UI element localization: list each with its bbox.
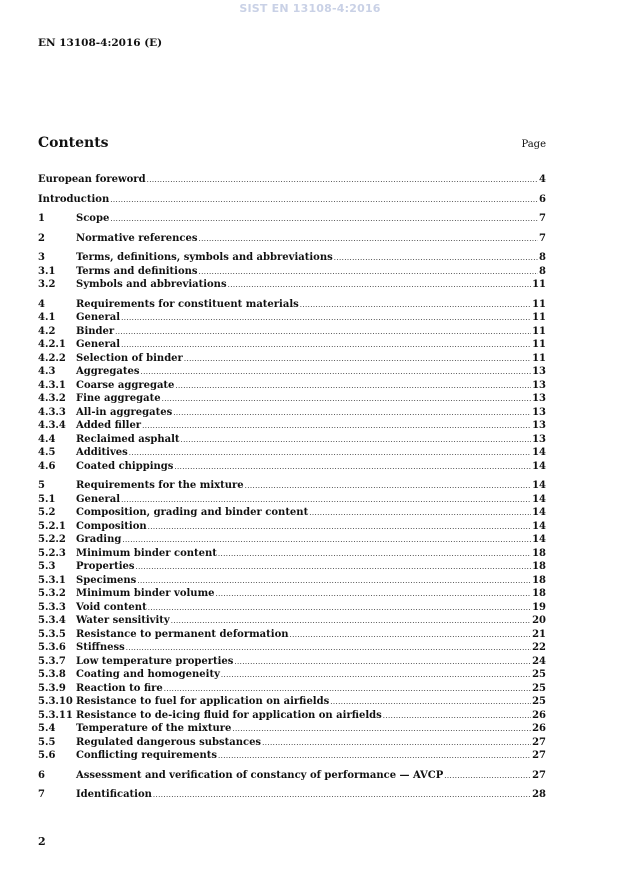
toc-entry-page: 14 <box>532 480 546 491</box>
toc-entry-number: 4.2.2 <box>38 352 66 364</box>
toc-entry-title: Added filler <box>76 420 142 431</box>
toc-entry-page: 19 <box>532 601 546 613</box>
toc-entry-page: 21 <box>532 628 546 640</box>
toc-leader-dots <box>147 174 538 188</box>
toc-entry-number: 5.1 <box>38 493 56 505</box>
toc-entry-title: Specimens <box>76 574 137 586</box>
toc-leader-dots <box>181 434 532 448</box>
toc-entry-number: 5.3.1 <box>38 574 66 586</box>
toc-entry-page: 14 <box>532 447 546 458</box>
toc-entry[interactable] <box>38 736 546 750</box>
toc-entry-page: 27 <box>532 750 546 761</box>
toc-entry[interactable] <box>38 574 546 588</box>
toc-entry-title: General <box>76 493 121 505</box>
toc-entry-number: 7 <box>38 789 45 800</box>
toc-entry-page: 18 <box>532 588 546 599</box>
toc-entry-title: Resistance to fuel for application on airfields <box>76 696 330 707</box>
toc-entry[interactable] <box>38 722 546 736</box>
toc-entry-page: 27 <box>532 769 546 781</box>
toc-entry-title: Conflicting requirements <box>76 750 218 761</box>
toc-entry-title: Temperature of the mixture <box>76 723 232 734</box>
toc-leader-dots <box>290 629 532 643</box>
toc-entry[interactable] <box>38 232 546 246</box>
toc-entry-title: Composition <box>76 520 147 532</box>
toc-entry-number: 3.2 <box>38 279 56 290</box>
toc-entry[interactable] <box>38 278 546 292</box>
toc-entry-page: 11 <box>532 352 546 364</box>
toc-entry-number: 5.3.8 <box>38 669 66 680</box>
toc-entry-number: 4.3.1 <box>38 379 66 391</box>
toc-entry-number: 5.3.10 <box>38 696 73 707</box>
toc-entry-number: 4.3.3 <box>38 406 66 418</box>
toc-leader-dots <box>262 737 531 751</box>
toc-entry[interactable] <box>38 251 546 265</box>
watermark: SIST EN 13108-4:2016 <box>239 2 381 15</box>
toc-entry-title: General <box>76 339 121 350</box>
toc-entry[interactable] <box>38 419 546 433</box>
toc-entry-number: 2 <box>38 232 45 244</box>
toc-entry-title: European foreword <box>38 174 146 185</box>
toc-entry[interactable] <box>38 682 546 696</box>
toc-entry-number: 5.3.7 <box>38 655 66 667</box>
toc-entry[interactable] <box>38 325 546 339</box>
toc-entry-number: 5.2 <box>38 507 56 518</box>
toc-entry-number: 4.1 <box>38 312 56 323</box>
toc-entry-title: Properties <box>76 561 135 572</box>
toc-entry-title: Coating and homogeneity <box>76 669 220 680</box>
toc-leader-dots <box>175 380 531 394</box>
toc-entry-title: Reaction to fire <box>76 682 163 694</box>
toc-entry-number: 6 <box>38 769 45 781</box>
toc-entry-page: 11 <box>532 325 546 337</box>
toc-entry-title: Reclaimed asphalt <box>76 433 180 445</box>
toc-leader-dots <box>300 299 531 313</box>
toc-leader-dots <box>110 194 538 208</box>
toc-entry-page: 22 <box>532 642 546 653</box>
toc-entry-title: Terms, definitions, symbols and abbreviations <box>76 252 333 263</box>
toc-entry-number: 5.3.2 <box>38 588 66 599</box>
toc-entry[interactable] <box>38 614 546 628</box>
toc-entry-page: 14 <box>532 493 546 505</box>
toc-entry-page: 18 <box>532 561 546 572</box>
toc-entry-title: Requirements for constituent materials <box>76 298 299 310</box>
toc-entry-title: Identification <box>76 789 152 800</box>
toc-entry-title: Minimum binder content <box>76 547 217 559</box>
toc-entry-page: 20 <box>532 615 546 626</box>
toc-entry-title: Water sensitivity <box>76 615 170 626</box>
toc-entry-page: 14 <box>532 460 546 472</box>
toc-entry-title: Coated chippings <box>76 460 174 472</box>
toc-entry-page: 13 <box>532 433 546 445</box>
toc-entry-number: 5.3.11 <box>38 709 73 721</box>
toc-leader-dots <box>121 494 531 508</box>
toc-entry-title: Normative references <box>76 232 198 244</box>
toc-entry-number: 5.3.9 <box>38 682 66 694</box>
toc-entry-number: 5.2.3 <box>38 547 66 559</box>
toc-entry-number: 5.3.3 <box>38 601 66 613</box>
toc-entry[interactable] <box>38 406 546 420</box>
toc-leader-dots <box>184 353 531 367</box>
toc-entry-page: 25 <box>532 669 546 680</box>
toc-entry-page: 26 <box>532 723 546 734</box>
toc-leader-dots <box>334 252 538 266</box>
toc-entry-page: 26 <box>532 709 546 721</box>
toc-leader-dots <box>136 561 532 575</box>
toc-entry-title: All-in aggregates <box>76 406 173 418</box>
toc-leader-dots <box>173 407 531 421</box>
toc-entry-page: 28 <box>532 789 546 800</box>
toc-entry[interactable] <box>38 587 546 601</box>
toc-entry-title: Coarse aggregate <box>76 379 175 391</box>
toc-entry[interactable] <box>38 193 546 207</box>
toc-entry-title: Minimum binder volume <box>76 588 215 599</box>
toc-entry-number: 4.2 <box>38 325 56 337</box>
toc-entry-page: 18 <box>532 574 546 586</box>
toc-leader-dots <box>221 669 531 683</box>
toc-entry-page: 14 <box>532 520 546 532</box>
toc-entry-title: Scope <box>76 213 110 224</box>
toc-leader-dots <box>171 615 531 629</box>
toc-entry[interactable] <box>38 352 546 366</box>
toc-leader-dots <box>110 213 538 227</box>
toc-leader-dots <box>164 683 531 697</box>
toc-leader-dots <box>126 642 531 656</box>
toc-entry-number: 5 <box>38 480 45 491</box>
toc-entry-title: Resistance to permanent deformation <box>76 628 289 640</box>
toc-entry-page: 11 <box>532 298 546 310</box>
toc-entry-page: 11 <box>532 312 546 323</box>
toc-entry[interactable] <box>38 298 546 312</box>
toc-entry-number: 5.3.4 <box>38 615 66 626</box>
toc-entry-number: 4.2.1 <box>38 339 66 350</box>
toc-entry-title: Grading <box>76 534 122 545</box>
toc-leader-dots <box>142 420 531 434</box>
page-number: 2 <box>38 835 46 848</box>
toc-leader-dots <box>216 588 532 602</box>
toc-entry-page: 25 <box>532 682 546 694</box>
toc-entry-title: Terms and definitions <box>76 265 198 277</box>
toc-entry-page: 13 <box>532 366 546 377</box>
toc-entry-number: 3 <box>38 252 45 263</box>
toc-entry-page: 13 <box>532 379 546 391</box>
toc-leader-dots <box>232 723 531 737</box>
toc-entry[interactable] <box>38 460 546 474</box>
toc-entry[interactable] <box>38 560 546 574</box>
toc-entry-number: 4.3.2 <box>38 393 66 404</box>
toc-leader-dots <box>162 393 532 407</box>
toc-entry-page: 13 <box>532 420 546 431</box>
toc-leader-dots <box>148 602 531 616</box>
toc-leader-dots <box>199 266 539 280</box>
toc-entry[interactable] <box>38 709 546 723</box>
toc-entry-title: Resistance to de-icing fluid for application on airfields <box>76 709 382 721</box>
toc-entry-page: 14 <box>532 507 546 518</box>
table-of-contents <box>38 173 546 802</box>
toc-entry-title: Stiffness <box>76 642 125 653</box>
toc-entry[interactable] <box>38 506 546 520</box>
toc-entry[interactable] <box>38 338 546 352</box>
toc-entry-page: 7 <box>539 213 546 224</box>
toc-leader-dots <box>121 312 531 326</box>
toc-entry[interactable] <box>38 601 546 615</box>
toc-entry-title: General <box>76 312 121 323</box>
toc-leader-dots <box>129 447 531 461</box>
toc-entry-number: 4 <box>38 298 45 310</box>
toc-entry[interactable] <box>38 628 546 642</box>
toc-entry[interactable] <box>38 788 546 802</box>
toc-leader-dots <box>383 710 531 724</box>
toc-entry[interactable] <box>38 695 546 709</box>
toc-entry-number: 4.4 <box>38 433 56 445</box>
toc-leader-dots <box>245 480 531 494</box>
toc-entry[interactable] <box>38 547 546 561</box>
toc-entry-page: 4 <box>539 174 546 185</box>
toc-entry-title: Selection of binder <box>76 352 183 364</box>
toc-entry[interactable] <box>38 365 546 379</box>
toc-entry[interactable] <box>38 655 546 669</box>
toc-leader-dots <box>234 656 531 670</box>
toc-entry-title: Symbols and abbreviations <box>76 279 227 290</box>
toc-leader-dots <box>199 233 539 247</box>
toc-leader-dots <box>122 534 531 548</box>
toc-leader-dots <box>309 507 531 521</box>
toc-entry-number: 5.3 <box>38 561 56 572</box>
toc-entry-title: Aggregates <box>76 366 140 377</box>
toc-entry-page: 7 <box>539 232 546 244</box>
toc-entry[interactable] <box>38 311 546 325</box>
toc-entry-page: 11 <box>532 279 546 290</box>
toc-entry-title: Composition, grading and binder content <box>76 507 309 518</box>
toc-entry-page: 27 <box>532 736 546 748</box>
toc-entry[interactable] <box>38 533 546 547</box>
toc-entry[interactable] <box>38 265 546 279</box>
toc-entry-number: 1 <box>38 213 45 224</box>
toc-leader-dots <box>115 326 531 340</box>
toc-entry-number: 5.4 <box>38 723 56 734</box>
toc-leader-dots <box>153 789 531 803</box>
toc-entry-number: 5.2.1 <box>38 520 66 532</box>
contents-heading: Contents <box>38 135 109 151</box>
toc-entry-number: 4.3.4 <box>38 420 66 431</box>
toc-entry[interactable] <box>38 668 546 682</box>
toc-entry-page: 14 <box>532 534 546 545</box>
toc-entry[interactable] <box>38 520 546 534</box>
toc-entry-title: Binder <box>76 325 115 337</box>
toc-entry-page: 13 <box>532 393 546 404</box>
toc-entry[interactable] <box>38 173 546 187</box>
toc-entry[interactable] <box>38 392 546 406</box>
toc-entry-page: 18 <box>532 547 546 559</box>
toc-entry-number: 3.1 <box>38 265 56 277</box>
toc-entry[interactable] <box>38 641 546 655</box>
toc-entry-title: Void content <box>76 601 147 613</box>
toc-entry-page: 8 <box>539 252 546 263</box>
toc-entry-number: 5.3.5 <box>38 628 66 640</box>
toc-leader-dots <box>148 521 531 535</box>
toc-entry-page: 13 <box>532 406 546 418</box>
toc-leader-dots <box>218 548 531 562</box>
toc-leader-dots <box>137 575 531 589</box>
toc-entry[interactable] <box>38 493 546 507</box>
document-id: EN 13108-4:2016 (E) <box>38 37 163 49</box>
toc-leader-dots <box>218 750 531 764</box>
toc-entry-number: 4.3 <box>38 366 56 377</box>
toc-entry-page: 24 <box>532 655 546 667</box>
toc-leader-dots <box>121 339 531 353</box>
toc-leader-dots <box>444 770 531 784</box>
toc-entry[interactable] <box>38 479 546 493</box>
toc-leader-dots <box>174 461 531 475</box>
toc-entry[interactable] <box>38 749 546 763</box>
toc-entry-number: 5.3.6 <box>38 642 66 653</box>
toc-entry[interactable] <box>38 433 546 447</box>
toc-entry-title: Regulated dangerous substances <box>76 736 262 748</box>
toc-entry-title: Low temperature properties <box>76 655 234 667</box>
toc-entry[interactable] <box>38 379 546 393</box>
toc-entry-number: 4.5 <box>38 447 56 458</box>
toc-leader-dots <box>140 366 531 380</box>
toc-entry-number: 4.6 <box>38 460 56 472</box>
toc-entry-title: Introduction <box>38 193 110 205</box>
toc-entry-page: 25 <box>532 696 546 707</box>
toc-entry-title: Assessment and verification of constancy of performance — AVCP <box>76 769 444 781</box>
toc-entry-title: Additives <box>76 447 128 458</box>
toc-entry[interactable] <box>38 446 546 460</box>
toc-entry-number: 5.6 <box>38 750 56 761</box>
toc-entry-number: 5.2.2 <box>38 534 66 545</box>
toc-entry[interactable] <box>38 212 546 226</box>
toc-entry-number: 5.5 <box>38 736 56 748</box>
page-column-label: Page <box>521 139 546 150</box>
toc-entry-page: 11 <box>532 339 546 350</box>
toc-leader-dots <box>330 696 531 710</box>
toc-entry[interactable] <box>38 769 546 783</box>
toc-entry-title: Fine aggregate <box>76 393 161 404</box>
toc-leader-dots <box>228 279 531 293</box>
toc-entry-title: Requirements for the mixture <box>76 480 244 491</box>
toc-entry-page: 6 <box>539 193 546 205</box>
toc-entry-page: 8 <box>539 265 546 277</box>
